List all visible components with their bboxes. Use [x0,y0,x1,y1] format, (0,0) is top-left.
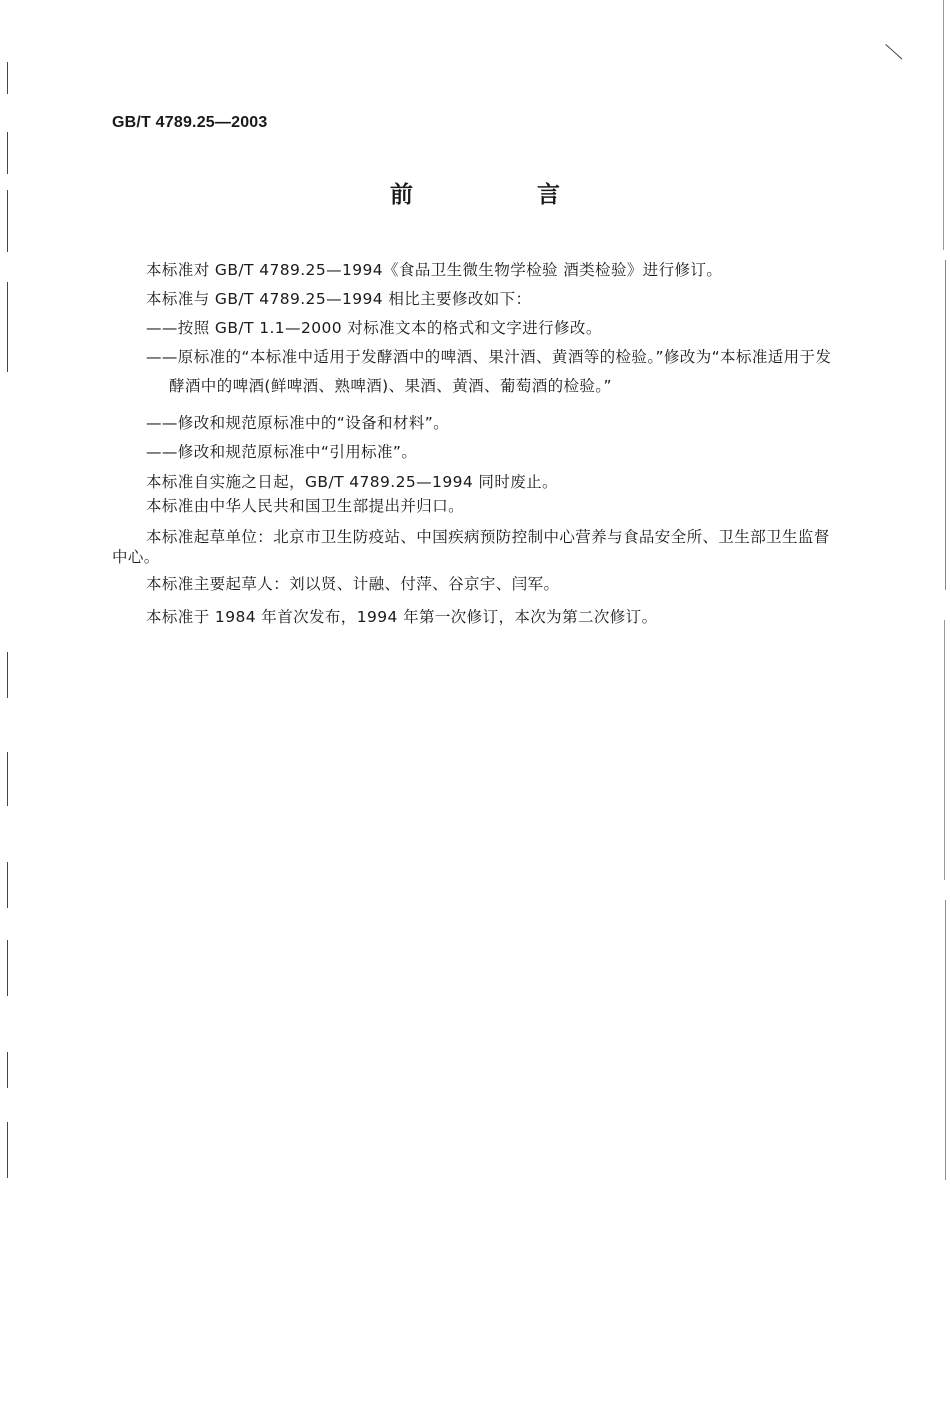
scan-edge-mark [943,0,944,250]
paragraph-changes-intro: 本标准与 GB/T 4789.25—1994 相比主要修改如下： [146,290,532,308]
paragraph-drafters: 本标准主要起草人：刘以贤、计融、付萍、谷京宇、闫军。 [146,575,560,593]
binding-edge-mark [7,132,8,174]
paragraph-supersedes: 本标准自实施之日起，GB/T 4789.25—1994 同时废止。 [146,473,558,491]
binding-edge-mark [7,752,8,806]
list-item-equipment-change: ——修改和规范原标准中的“设备和材料”。 [146,414,450,432]
scan-stroke-mark [885,44,902,59]
paragraph-proposer: 本标准由中华人民共和国卫生部提出并归口。 [146,497,465,515]
paragraph-drafting-units: 本标准起草单位：北京市卫生防疫站、中国疾病预防控制中心营养与食品安全所、卫生部卫生监督 [146,528,830,546]
binding-edge-mark [7,282,8,372]
binding-edge-mark [7,862,8,908]
list-item-scope-change: ——原标准的“本标准中适用于发酵酒中的啤酒、果汁酒、黄酒等的检验。”修改为“本标准适用于发 [146,348,832,366]
paragraph-revision-statement: 本标准对 GB/T 4789.25—1994《食品卫生微生物学检验 酒类检验》进行修订。 [146,261,723,279]
scan-edge-mark [945,900,946,1180]
standard-code: GB/T 4789.25—2003 [112,114,268,131]
page-title: 前 言 [389,182,618,208]
scan-edge-mark [944,620,945,880]
list-item-references-change: ——修改和规范原标准中“引用标准”。 [146,443,418,461]
paragraph-history: 本标准于 1984 年首次发布，1994 年第一次修订，本次为第二次修订。 [146,608,658,626]
list-item-format-change: ——按照 GB/T 1.1—2000 对标准文本的格式和文字进行修改。 [146,319,602,337]
scan-edge-mark [945,260,946,590]
list-item-scope-change-cont: 酵酒中的啤酒(鲜啤酒、熟啤酒)、果酒、黄酒、葡萄酒的检验。” [169,377,612,395]
binding-edge-mark [7,940,8,996]
binding-edge-mark [7,652,8,698]
binding-edge-mark [7,1052,8,1088]
binding-edge-mark [7,1122,8,1178]
paragraph-drafting-units-cont: 中心。 [112,548,160,566]
binding-edge-mark [7,62,8,94]
